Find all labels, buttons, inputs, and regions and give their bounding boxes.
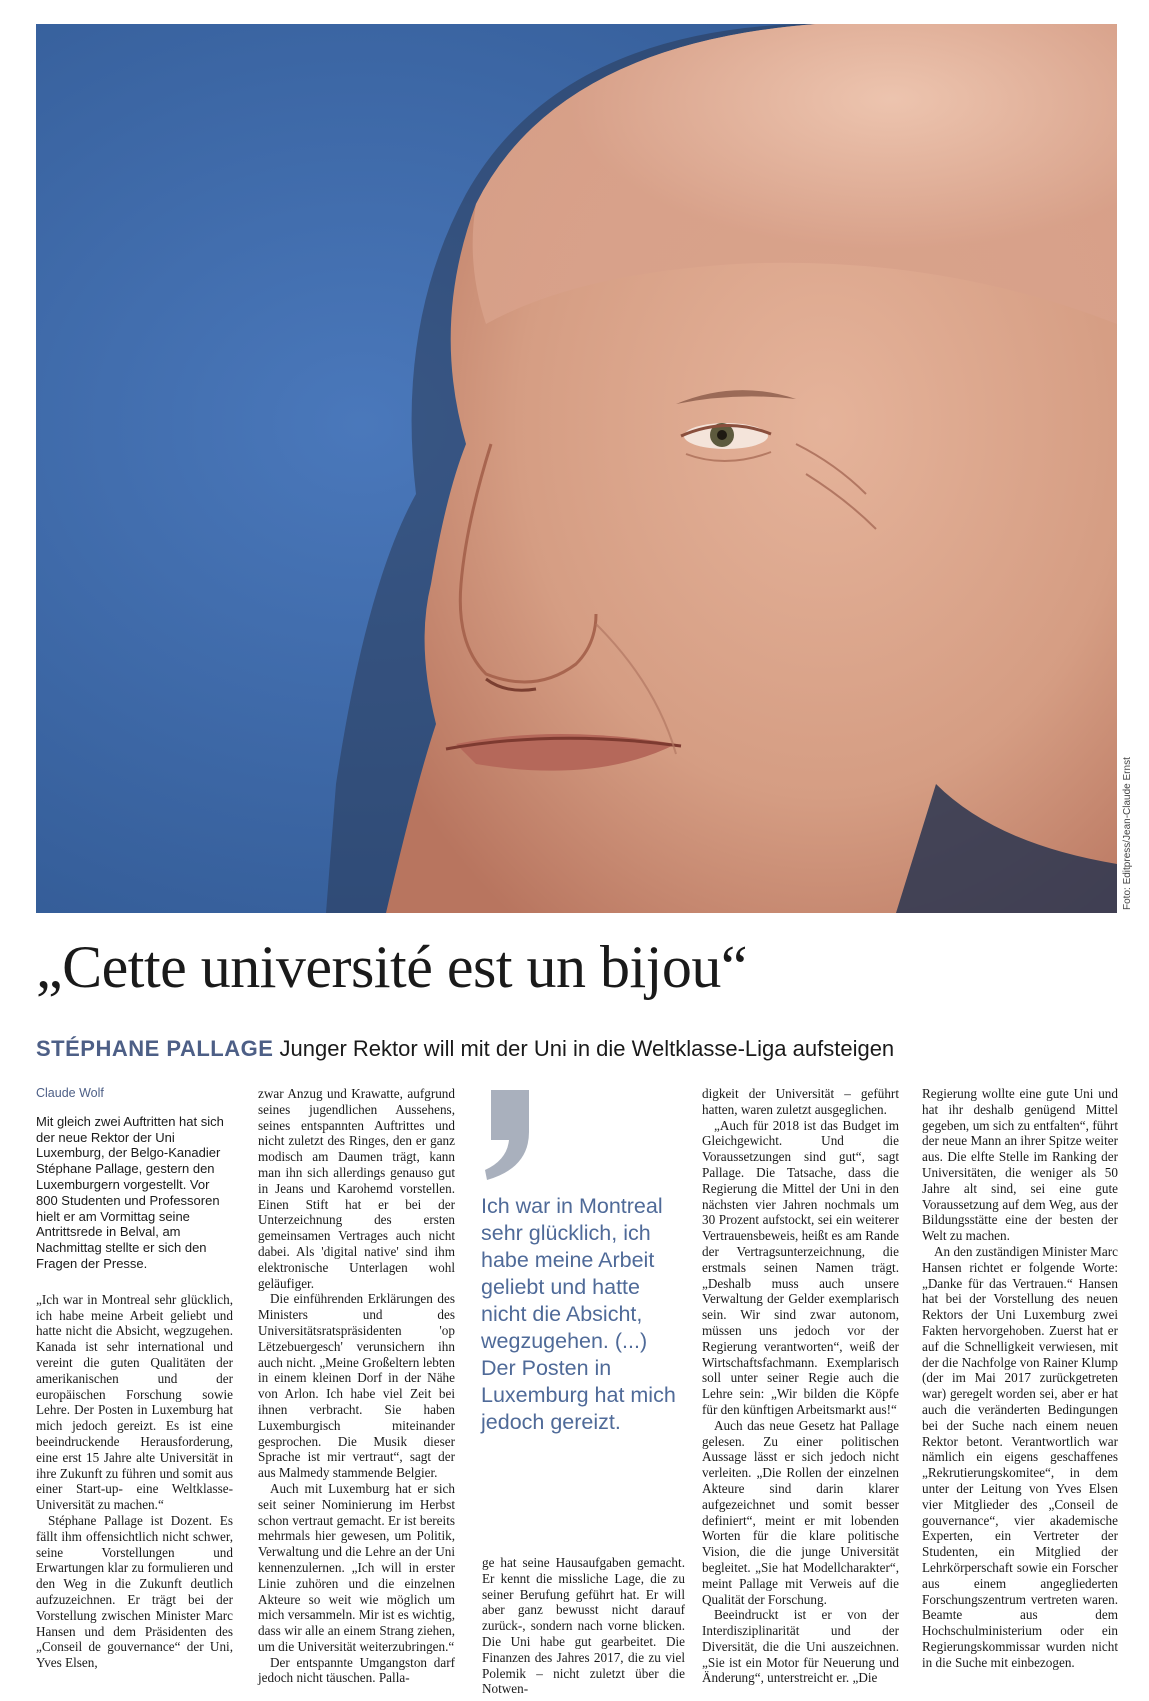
quote-mark-icon xyxy=(483,1090,533,1180)
body-paragraph: Beeindruckt ist er von der Interdisziplinarität und der Diversität, die die Uni auszeichnen. „Sie ist ein Motor für Neuerung und Änderung“, unterstreicht er. „Die xyxy=(702,1607,899,1686)
portrait-illustration xyxy=(36,24,1117,913)
portrait-photo xyxy=(36,24,1117,913)
body-paragraph: Die einführenden Erklärungen des Ministers und des Universitätsratspräsidenten 'op Lëtzebuergesch' verunsichern ihn auch nicht. „Meine Großeltern lebten in einem kleinen Dorf in der Nähe von Arlon. Ich habe viel Zeit bei ihnen verbracht. Sie haben Luxemburgisch miteinander gesprochen. Die Musik dieser Sprache ist mir vertraut“, sagt der aus Malmedy stammende Belgier. xyxy=(258,1291,455,1481)
body-paragraph: „Auch für 2018 ist das Budget im Gleichgewicht. Und die Voraussetzungen sind gut“, sagt Pallage. Die Tatsache, dass die Regierung die Mittel der Uni in den nächsten vier Jahren nochmals um 30 Prozent aufstockt, sei ein weiterer Vertrauensbeweis, heißt es am Rande der Vertragsunterzeichnung, die erstmals seinen Namen trägt. „Deshalb muss auch unsere Verwaltung der Gelder exemplarisch sein. Wir sind zwar autonom, müssen uns jedoch vor der Regierung verantworten“, weiß der Wirtschaftsfachmann. Exemplarisch soll unter seiner Regie auch die Lehre sein: „Wir bilden die Köpfe für den künftigen Arbeitsmarkt aus!“ xyxy=(702,1117,899,1417)
intro-paragraph: Mit gleich zwei Auftritten hat sich der neue Rektor der Uni Luxemburg, der Belgo-Kanadier Stéphane Pallage, gestern den Luxemburgern vorgestellt. Vor 800 Studenten und Professoren hielt er am Vormittag seine Antrittsrede in Belval, am Nachmittag stellte er sich den Fragen der Presse. xyxy=(36,1113,224,1271)
body-paragraph: ge hat seine Hausaufgaben gemacht. Er kennt die missliche Lage, die zu seiner Berufung geführt hat. Er will aber ganz bewusst nicht darauf zurück-, sondern nach vorne blicken. Die Uni habe gut gearbeitet. Die Finanzen des Jahres 2017, die zu viel Polemik – nicht zuletzt über die Notwen- xyxy=(482,1555,685,1697)
body-paragraph: Stéphane Pallage ist Dozent. Es fällt ihm offensichtlich nicht schwer, seine Vorstellungen und Erwartungen klar zu formulieren und den Weg in die Zukunft deutlich aufzuzeichnen. Er trägt bei der Vorstellung zwischen Minister Marc Hansen und dem Präsidenten des „Conseil de gouvernance“ der Uni, Yves Elsen, xyxy=(36,1512,233,1671)
byline: Claude Wolf xyxy=(36,1086,104,1100)
body-paragraph: An den zuständigen Minister Marc Hansen richtet er folgende Worte: „Danke für das Vertrauen.“ Hansen hat bei der Vorstellung des neuen Rektors der Uni Luxemburg zwei Fakten hervorgehoben. Zuerst hat er auf die Schnelligkeit verwiesen, mit der die Nachfolge von Rainer Klump (der im Mai 2017 zurückgetreten war) geregelt worden sei, aber er hat auch die veränderten Bedingungen bei der Suche nach einem neuen Rektor betont. Verantwortlich war nämlich ein eigens geschaffenes „Rekrutierungskomitee“, in dem unter der Leitung von Yves Elsen vier Mitglieder des „Conseil de gouvernance“, vier akademische Experten, ein Vertreter der Studenten, ein Mitglied der Lehrkörperschaft sowie ein Forscher aus einem angegliederten Forschungszentrum vertreten waren. Beamte aus dem Hochschulministerium oder ein Regierungskommissar wurden nicht in die Suche mit einbezogen. xyxy=(922,1243,1118,1670)
body-paragraph: „Ich war in Montreal sehr glücklich, ich habe meine Arbeit geliebt und hatte nicht die Absicht, wegzugehen. Kanada ist sehr international und vereint die guten Qualitäten der amerikanischen und der europäischen Forschung sowie Lehre. Der Posten in Luxemburg hat mich jedoch gereizt. Es ist eine beeindruckende Herausforderung, eine erst 15 Jahre alte Universität in ihre Zukunft zu führen und somit aus einer Start-up- eine Weltklasse-Universität zu machen.“ xyxy=(36,1291,233,1513)
column-4 xyxy=(702,1086,899,1686)
column-3 xyxy=(482,1555,685,1697)
column-5 xyxy=(922,1086,1118,1670)
headline: „Cette université est un bijou“ xyxy=(36,934,747,1000)
subheadline xyxy=(36,1035,1116,1063)
body-paragraph: Auch das neue Gesetz hat Pallage gelesen. Zu einer politischen Aussage lässt er sich jedoch nicht verleiten. „Die Rollen der einzelnen Akteure sind darin klarer aufgezeichnet und somit besser definiert“, meint er mit lobenden Worten für die klare politische Vision, die die junge Universität begleitet. „Sie hat Modellcharakter“, meint Pallage mit Verweis auf die Qualität der Forschung. xyxy=(702,1417,899,1607)
body-paragraph: Regierung wollte eine gute Uni und hat ihr deshalb genügend Mittel gegeben, um sich zu entfalten“, führt der neue Mann an ihrer Spitze weiter aus. Die elfte Stelle im Ranking der Universitäten, die weniger als 50 Jahre alt sind, sei eine gute Voraussetzung auf dem Weg, aus der Bildungsstätte eine der besten der Welt zu machen. xyxy=(922,1086,1118,1244)
column-1 xyxy=(36,1086,233,1671)
subheadline-text: Junger Rektor will mit der Uni in die Weltklasse-Liga aufsteigen xyxy=(279,1036,895,1061)
body-paragraph: Der entspannte Umgangston darf jedoch nicht täuschen. Palla- xyxy=(258,1654,455,1686)
body-paragraph: zwar Anzug und Krawatte, aufgrund seines jugendlichen Aussehens, seines entspannten Auftrittes und nicht zuletzt des Ringes, den er ganz modisch am Daumen trägt, kann man ihn sich allerdings genauso gut in Jeans und Karohemd vorstellen. Einen Stift hat er bei der Unterzeichnung des ersten gemeinsamen Vertrages auch nicht dabei. Als 'digital native' sind ihm elektronische Unterlagen wohl geläufiger. xyxy=(258,1086,455,1291)
body-paragraph: digkeit der Universität – geführt hatten, waren zuletzt ausgeglichen. xyxy=(702,1086,899,1117)
kicker: STÉPHANE PALLAGE xyxy=(36,1036,274,1061)
column-2 xyxy=(258,1086,455,1686)
body-paragraph: Auch mit Luxemburg hat er sich seit seiner Nominierung im Herbst schon vertraut gemacht. Er ist bereits mehrmals hier gewesen, um Politik, Verwaltung und die Lehre an der Uni kennenzulernen. „Ich will in erster Linie zuhören und die einzelnen Akteure so weit wie möglich um mich versammeln. Mir ist es wichtig, dass wir alle an einem Strang ziehen, um die Universität weiterzubringen.“ xyxy=(258,1480,455,1654)
pull-quote: Ich war in Montreal sehr glücklich, ich habe meine Arbeit geliebt und hatte nicht die Absicht, wegzugehen. (...) Der Posten in Luxemburg hat mich jedoch gereizt. xyxy=(481,1194,676,1434)
photo-credit: Foto: Editpress/Jean-Claude Ernst xyxy=(1122,757,1133,910)
